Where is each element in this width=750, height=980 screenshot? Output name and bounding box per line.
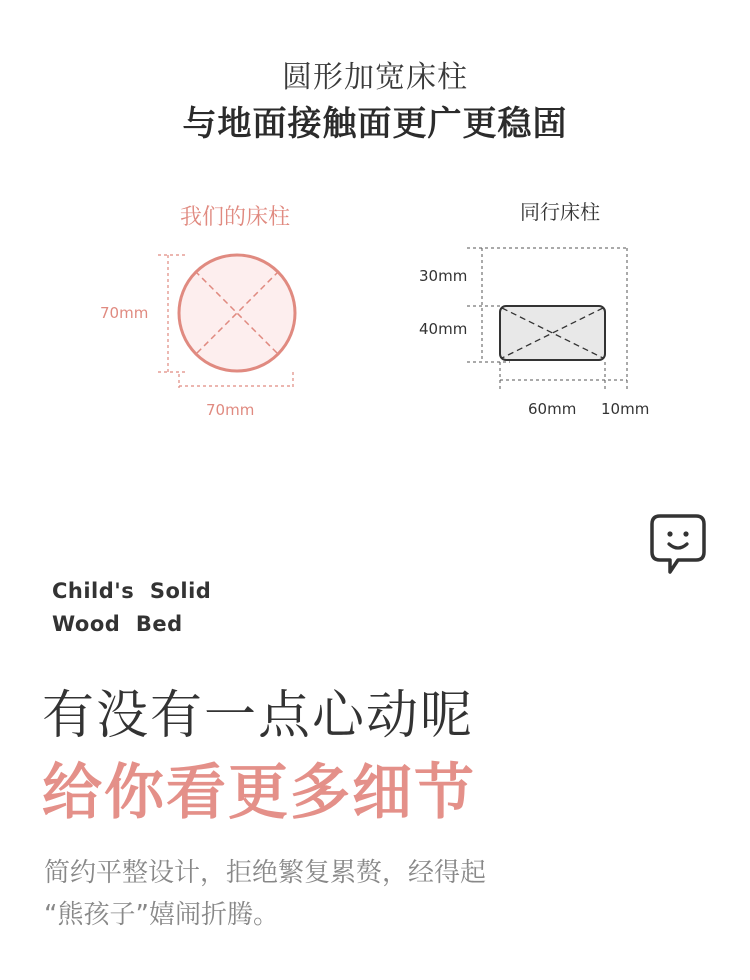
peer-width-label: 60mm: [528, 400, 577, 418]
headline-details: 给你看更多细节: [42, 758, 476, 828]
description-line-1: 简约平整设计，拒绝繁复累赘，经得起: [44, 858, 487, 888]
description: [44, 852, 486, 936]
description-line-2: “熊孩子”嬉闹折腾。: [44, 900, 279, 930]
brand-line-2: Wood Bed: [52, 612, 183, 636]
peer-post-label: 同行床柱: [520, 200, 600, 224]
smiley-chat-bubble-icon: [648, 512, 708, 576]
round-height-label: 70mm: [100, 304, 149, 322]
peer-height-label: 40mm: [419, 320, 468, 338]
our-post-label: 我们的床柱: [179, 205, 290, 230]
round-width-label: 70mm: [206, 401, 255, 419]
post-comparison-diagram: [0, 0, 750, 440]
peer-top-label: 30mm: [419, 267, 468, 285]
section-title: 圆形加宽床柱: [282, 60, 468, 95]
brand-tagline: [52, 575, 211, 641]
peer-side-label: 10mm: [601, 400, 650, 418]
headline-question: 有没有一点心动呢: [42, 686, 475, 746]
round-post-diagram: [158, 255, 295, 388]
section-subtitle: 与地面接触面更广更稳固: [182, 104, 568, 144]
brand-line-1: Child's Solid: [52, 579, 212, 603]
rect-post-diagram: [467, 248, 627, 392]
